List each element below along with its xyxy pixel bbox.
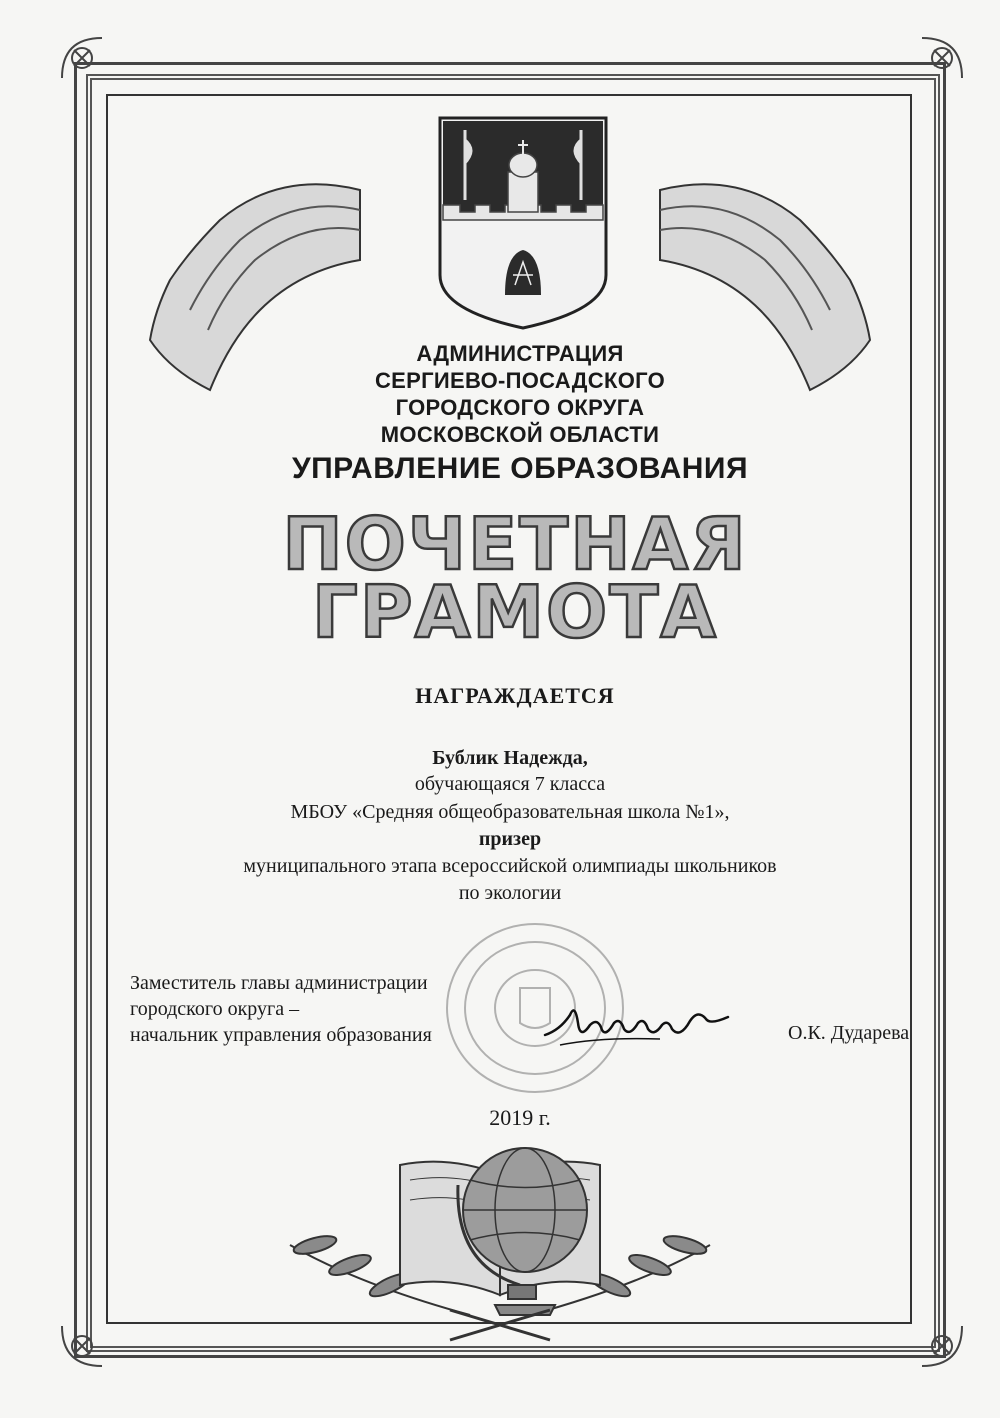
signatory-position-line: начальник управления образования: [130, 1024, 432, 1046]
issue-year: 2019 г.: [489, 1105, 551, 1130]
issuer-line: СЕРГИЕВО-ПОСАДСКОГО: [374, 368, 666, 393]
award-subject: по экологии: [458, 882, 562, 904]
certificate-title-line-1: ПОЧЕТНАЯ: [282, 502, 748, 586]
handwritten-signature-icon: [540, 995, 740, 1055]
recipient-grade: обучающаяся 7 класса: [414, 773, 606, 795]
book-globe-laurel-icon: [270, 1125, 730, 1350]
recipient-school: МБОУ «Средняя общеобразовательная школа №1»,: [290, 801, 730, 823]
corner-ornament-icon: [52, 1316, 112, 1376]
awarded-heading: НАГРАЖДАЕТСЯ: [415, 683, 615, 708]
signatory-name: О.К. Дударева: [788, 1022, 910, 1044]
signatory-position: [130, 970, 432, 1048]
issuer-line: АДМИНИСТРАЦИЯ: [416, 341, 624, 366]
corner-ornament-icon: [52, 28, 112, 88]
issuer-administration: [20, 340, 1000, 448]
award-event: муниципального этапа всероссийской олимпиады школьников: [243, 855, 777, 877]
recipient-name: Бублик Надежда,: [432, 747, 588, 769]
issuer-department: УПРАВЛЕНИЕ ОБРАЗОВАНИЯ: [291, 452, 749, 485]
signatory-position-line: городского округа –: [130, 998, 300, 1020]
corner-ornament-icon: [912, 28, 972, 88]
certificate-title-line-2: ГРАМОТА: [311, 570, 719, 654]
issuer-line: МОСКОВСКОЙ ОБЛАСТИ: [380, 422, 660, 447]
award-role: призер: [478, 828, 542, 850]
signatory-position-line: Заместитель главы администрации: [130, 972, 428, 994]
corner-ornament-icon: [912, 1316, 972, 1376]
issuer-line: ГОРОДСКОГО ОКРУГА: [395, 395, 645, 420]
